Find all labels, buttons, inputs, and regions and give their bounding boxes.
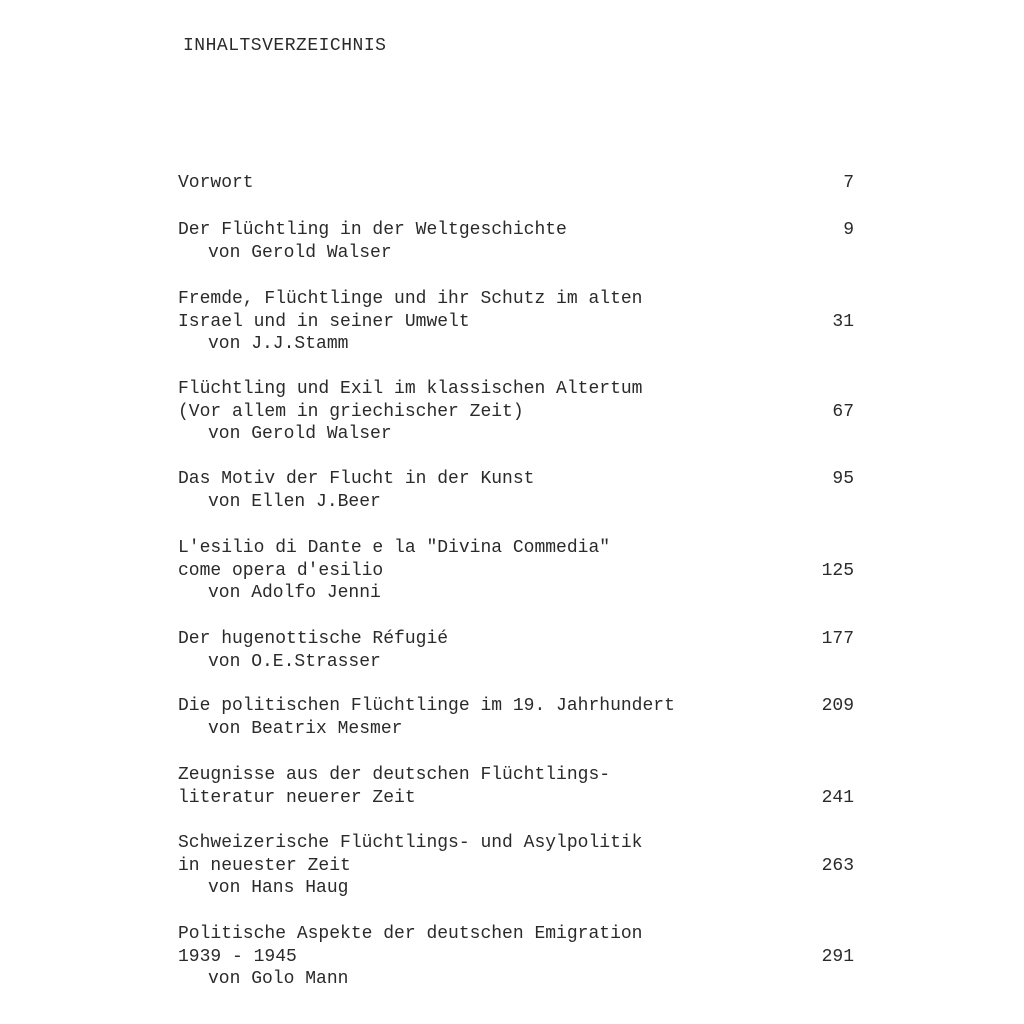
toc-entry <box>178 219 858 264</box>
page-number: 241 <box>821 787 854 808</box>
entry-author: von Gerold Walser <box>208 242 392 263</box>
toc-entry <box>178 378 858 446</box>
entry-title: Der hugenottische Réfugié <box>178 629 449 649</box>
entry-author: von Golo Mann <box>208 969 349 989</box>
toc-entry <box>178 832 858 900</box>
toc-entry <box>178 695 858 740</box>
entry-title: Der Flüchtling in der Weltgeschichte <box>178 220 567 240</box>
page-number: 291 <box>821 946 854 967</box>
entry-author: von O.E.Strasser <box>208 651 381 672</box>
toc-entry <box>178 172 858 195</box>
toc-entry <box>178 923 858 991</box>
entry-author: von Gerold Walser <box>208 424 392 444</box>
page-number: 177 <box>821 629 854 649</box>
page-number: 95 <box>832 469 854 489</box>
page-number: 31 <box>832 311 854 332</box>
entry-title: Das Motiv der Flucht in der Kunst <box>178 469 535 489</box>
entry-title: Die politischen Flüchtlinge im 19. Jahrhundert <box>178 696 675 716</box>
entry-title: Zeugnisse aus der deutschen Flüchtlings- <box>178 765 611 785</box>
entry-author: von Adolfo Jenni <box>208 583 381 603</box>
toc-entry <box>178 288 858 356</box>
entry-title: Israel und in seiner Umwelt <box>178 311 470 332</box>
page-number: 9 <box>843 220 854 240</box>
page-number: 263 <box>821 855 854 876</box>
entry-title: (Vor allem in griechischer Zeit) <box>178 401 524 422</box>
entry-title: come opera d'esilio <box>178 560 384 581</box>
page-number: 67 <box>832 401 854 422</box>
entry-title: L'esilio di Dante e la "Divina Commedia" <box>178 538 611 558</box>
entry-title: Flüchtling und Exil im klassischen Altertum <box>178 379 643 399</box>
toc-entry <box>178 764 858 809</box>
entry-title: Fremde, Flüchtlinge und ihr Schutz im alten <box>178 289 643 309</box>
entry-title: literatur neuerer Zeit <box>178 787 416 808</box>
page-number: 125 <box>821 560 854 581</box>
toc-entry <box>178 537 858 605</box>
page-number: 209 <box>821 696 854 716</box>
entry-author: von Beatrix Mesmer <box>208 718 403 739</box>
entry-title: Politische Aspekte der deutschen Emigration <box>178 924 643 944</box>
entry-title: 1939 - 1945 <box>178 946 297 967</box>
page-number: 7 <box>843 173 854 193</box>
entry-author: von J.J.Stamm <box>208 334 349 354</box>
entry-author: von Ellen J.Beer <box>208 491 381 512</box>
toc-entry <box>178 468 858 513</box>
entry-title: in neuester Zeit <box>178 855 351 876</box>
page-title: INHALTSVERZEICHNIS <box>183 36 387 56</box>
entry-author: von Hans Haug <box>208 878 349 898</box>
entry-title: Schweizerische Flüchtlings- und Asylpolitik <box>178 833 643 853</box>
entry-title: Vorwort <box>178 173 254 193</box>
toc-entry <box>178 628 858 673</box>
